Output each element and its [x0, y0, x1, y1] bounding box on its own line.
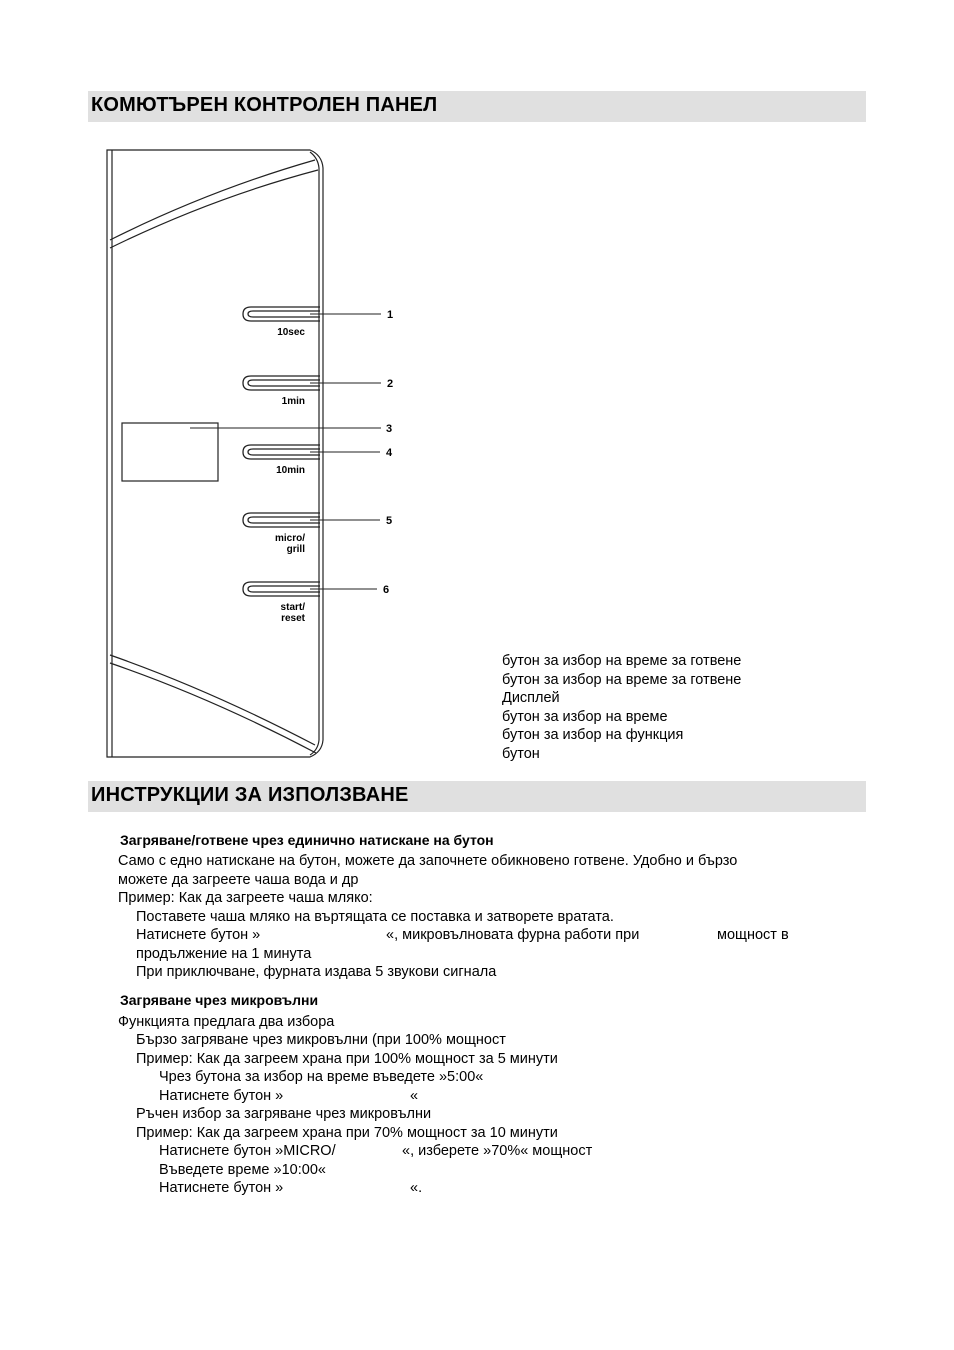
- step-line: Натиснете бутон »MICRO/: [159, 1143, 336, 1159]
- callout-number: 4: [386, 447, 393, 459]
- paragraph-line: Пример: Как да загреем храна при 70% мощност за 10 минути: [136, 1125, 558, 1141]
- section-title: ИНСТРУКЦИИ ЗА ИЗПОЛЗВАНЕ: [91, 784, 409, 806]
- paragraph-line: Функцията предлага два избора: [118, 1014, 335, 1030]
- step-line: Поставете чаша мляко на въртящата се поставка и затворете вратата.: [136, 909, 614, 925]
- legend-item: бутон за избор на функция: [502, 727, 684, 744]
- panel-button-shape: [243, 307, 320, 321]
- paragraph-line: Пример: Как да загреете чаша мляко:: [118, 890, 373, 906]
- step-line: Натиснете бутон »: [159, 1088, 284, 1104]
- step-line: «, микровълновата фурна работи при: [386, 927, 640, 943]
- section-title: КОМЮТЪРЕН КОНТРОЛЕН ПАНЕЛ: [91, 94, 438, 116]
- button-label: grill: [286, 544, 305, 555]
- callout-number: 6: [383, 584, 390, 596]
- panel-button-inner: [248, 586, 320, 592]
- callout-number: 5: [386, 515, 393, 527]
- callout-number: 1: [387, 309, 394, 321]
- subheading-single-press: Загряване/готвене чрез единично натискане на бутон: [120, 832, 494, 848]
- step-line: мощност в: [717, 927, 789, 943]
- button-label: 1min: [281, 396, 305, 407]
- step-line: Натиснете бутон »: [159, 1180, 284, 1196]
- button-label: micro/: [274, 533, 305, 544]
- button-label: start/: [280, 602, 305, 613]
- panel-button-shape: [243, 445, 320, 459]
- button-label: reset: [281, 613, 305, 624]
- legend-item: бутон за избор на време за готвене: [502, 671, 742, 688]
- panel-button-shape: [243, 582, 320, 596]
- step-line: «, изберете »70%« мощност: [402, 1143, 593, 1159]
- subheading-microwave: Загряване чрез микровълни: [120, 992, 319, 1008]
- paragraph-line: Ръчен избор за загряване чрез микровълни: [136, 1106, 432, 1122]
- section-header-instructions: [88, 781, 866, 812]
- button-label: 10sec: [277, 327, 305, 338]
- paragraph-line: Само с едно натискане на бутон, можете да започнете обикновено готвене. Удобно и бързо: [118, 853, 738, 869]
- panel-button-shape: [243, 376, 320, 390]
- panel-button-inner: [248, 311, 320, 317]
- legend-item: Дисплей: [502, 690, 560, 707]
- display-screen: [122, 423, 218, 481]
- paragraph-line: можете да загреете чаша вода и др: [118, 872, 359, 888]
- legend-item: бутон: [502, 745, 540, 762]
- callout-number: 2: [387, 378, 394, 390]
- button-label: 10min: [276, 465, 305, 476]
- callout-number-display: 3: [386, 423, 393, 435]
- legend-item: бутон за избор на време: [502, 708, 668, 725]
- step-line: продължение на 1 минута: [136, 946, 312, 962]
- paragraph-line: Пример: Как да загреем храна при 100% мощност за 5 минути: [136, 1051, 558, 1067]
- panel-button-inner: [248, 517, 320, 523]
- panel-button-shape: [243, 513, 320, 527]
- legend-list: [502, 652, 741, 764]
- step-line: «: [410, 1088, 419, 1104]
- step-line: «.: [410, 1180, 423, 1196]
- legend-item: бутон за избор на време за готвене: [502, 653, 742, 669]
- paragraph-line: Бързо загряване чрез микровълни (при 100% мощност: [136, 1032, 506, 1048]
- step-line: Чрез бутона за избор на време въведете »5:00«: [159, 1069, 484, 1085]
- step-line: При приключване, фурната издава 5 звукови сигнала: [136, 964, 497, 980]
- panel-button-inner: [248, 380, 320, 386]
- step-line: Натиснете бутон »: [136, 927, 261, 943]
- panel-button-inner: [248, 449, 320, 455]
- step-line: Въведете време »10:00«: [159, 1162, 326, 1178]
